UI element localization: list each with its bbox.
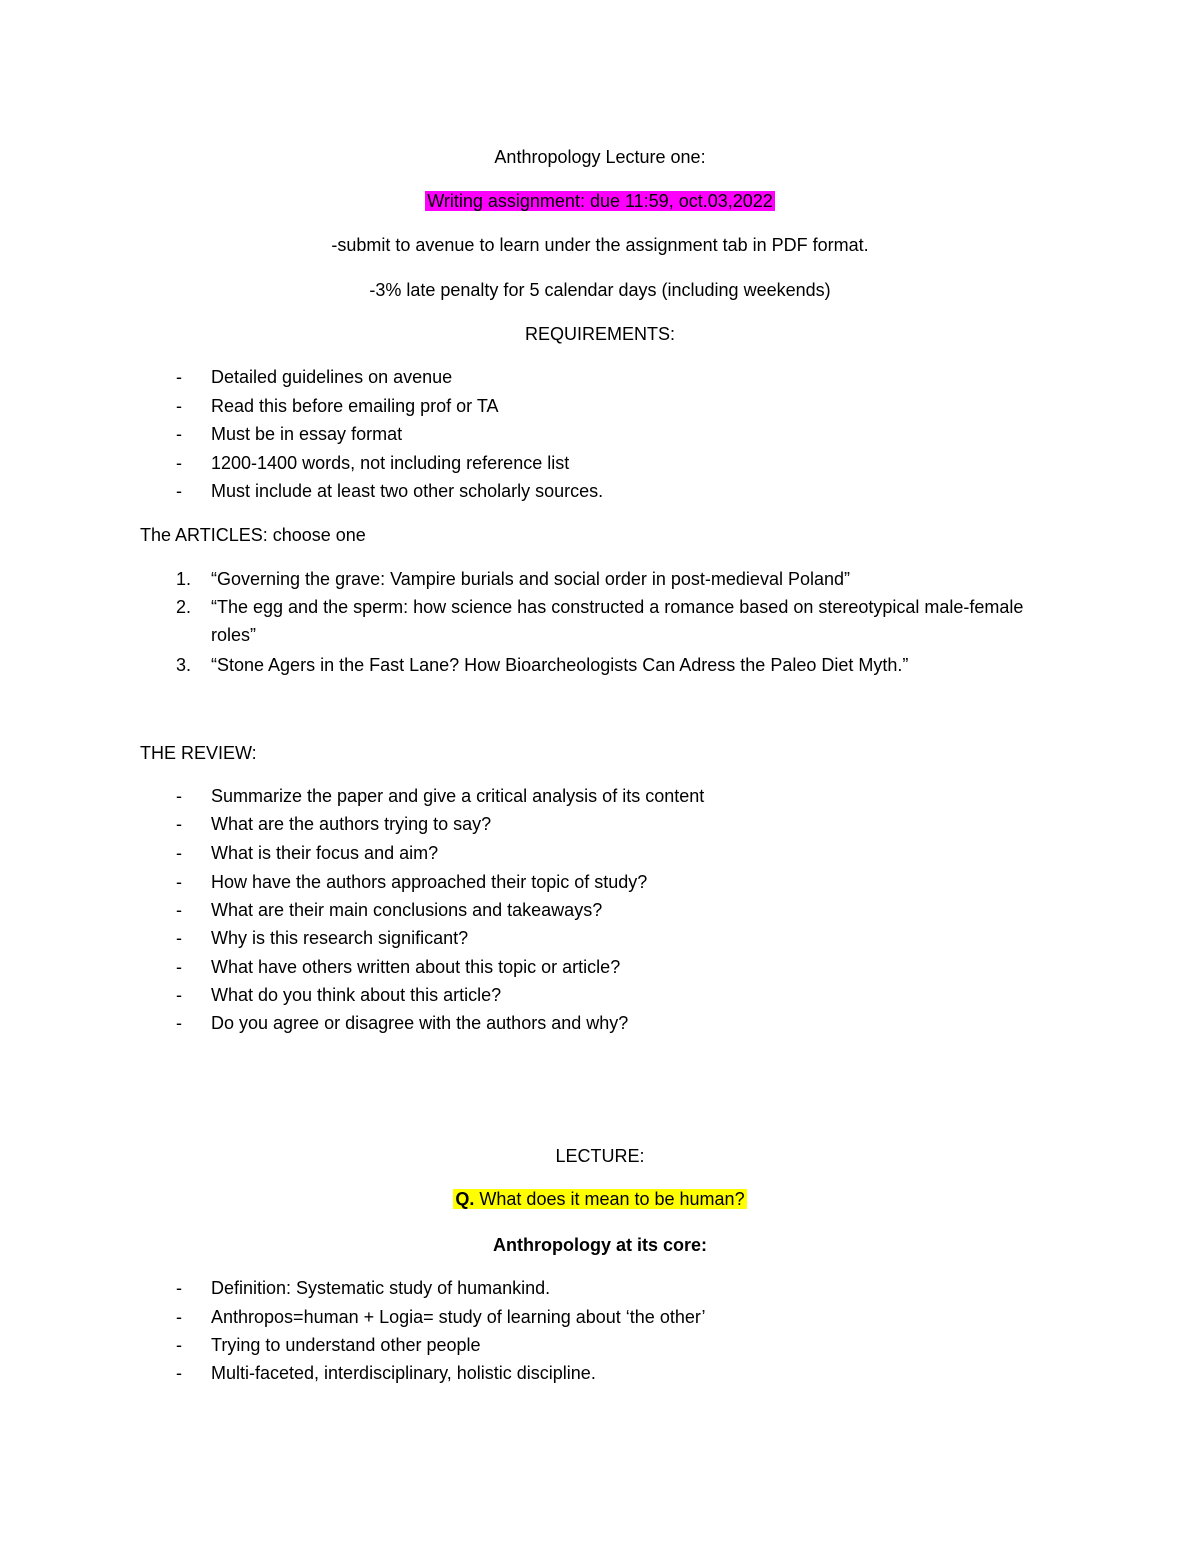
list-bullet: - [176, 1013, 182, 1033]
list-item: Do you agree or disagree with the authors and why? [211, 1013, 629, 1033]
list-item: Must be in essay format [211, 424, 403, 444]
list-bullet: - [176, 1363, 182, 1383]
submit-note: -submit to avenue to learn under the assignment tab in PDF format. [331, 235, 869, 255]
list-bullet: - [176, 928, 182, 948]
list-item: What are their main conclusions and takeaways? [211, 900, 603, 920]
review-heading: THE REVIEW: [140, 743, 257, 763]
question-prefix: Q. [455, 1189, 475, 1209]
article-number: 3. [176, 655, 192, 675]
list-bullet: - [176, 424, 182, 444]
articles-heading: The ARTICLES: choose one [140, 525, 366, 545]
list-bullet: - [176, 1335, 182, 1355]
list-bullet: - [176, 396, 182, 416]
list-item: Anthropos=human + Logia= study of learning about ‘the other’ [211, 1307, 706, 1327]
list-bullet: - [176, 786, 182, 806]
lecture-heading: LECTURE: [555, 1146, 645, 1166]
list-item: Multi-faceted, interdisciplinary, holistic discipline. [211, 1363, 596, 1383]
list-item: Must include at least two other scholarly sources. [211, 481, 604, 501]
list-item: What have others written about this topic or article? [211, 957, 621, 977]
page-title: Anthropology Lecture one: [494, 147, 706, 167]
list-item: What is their focus and aim? [211, 843, 439, 863]
core-heading: Anthropology at its core: [492, 1235, 707, 1255]
question-text: What does it mean to be human? [474, 1189, 745, 1209]
list-item: What are the authors trying to say? [211, 814, 492, 834]
due-notice-line [0, 189, 1200, 213]
list-item: Detailed guidelines on avenue [211, 367, 453, 387]
list-item: Definition: Systematic study of humankind. [211, 1278, 551, 1298]
list-bullet: - [176, 481, 182, 501]
list-item: What do you think about this article? [211, 985, 502, 1005]
list-item: 1200-1400 words, not including reference list [211, 453, 570, 473]
requirements-heading: REQUIREMENTS: [524, 324, 675, 344]
lecture-question-line [0, 1187, 1200, 1211]
article-title: “The egg and the sperm: how science has constructed a romance based on stereotypical male-female roles” [211, 597, 1024, 645]
article-number: 1. [176, 569, 192, 589]
lecture-question-highlight [453, 1189, 746, 1209]
list-bullet: - [176, 843, 182, 863]
list-bullet: - [176, 1278, 182, 1298]
list-bullet: - [176, 367, 182, 387]
list-bullet: - [176, 453, 182, 473]
list-bullet: - [176, 985, 182, 1005]
due-notice-highlight: Writing assignment: due 11:59, oct.03,2022 [427, 191, 773, 211]
list-bullet: - [176, 814, 182, 834]
list-bullet: - [176, 957, 182, 977]
list-item: How have the authors approached their topic of study? [211, 872, 648, 892]
article-title: “Stone Agers in the Fast Lane? How Bioarcheologists Can Adress the Paleo Diet Myth.” [211, 655, 909, 675]
article-title: “Governing the grave: Vampire burials and social order in post-medieval Poland” [211, 569, 850, 589]
list-bullet: - [176, 1307, 182, 1327]
list-item: Why is this research significant? [211, 928, 469, 948]
penalty-note: -3% late penalty for 5 calendar days (including weekends) [369, 280, 831, 300]
list-item: Read this before emailing prof or TA [211, 396, 499, 416]
list-bullet: - [176, 872, 182, 892]
article-number: 2. [176, 597, 192, 617]
list-item: Summarize the paper and give a critical analysis of its content [211, 786, 705, 806]
list-bullet: - [176, 900, 182, 920]
list-item: Trying to understand other people [211, 1335, 481, 1355]
